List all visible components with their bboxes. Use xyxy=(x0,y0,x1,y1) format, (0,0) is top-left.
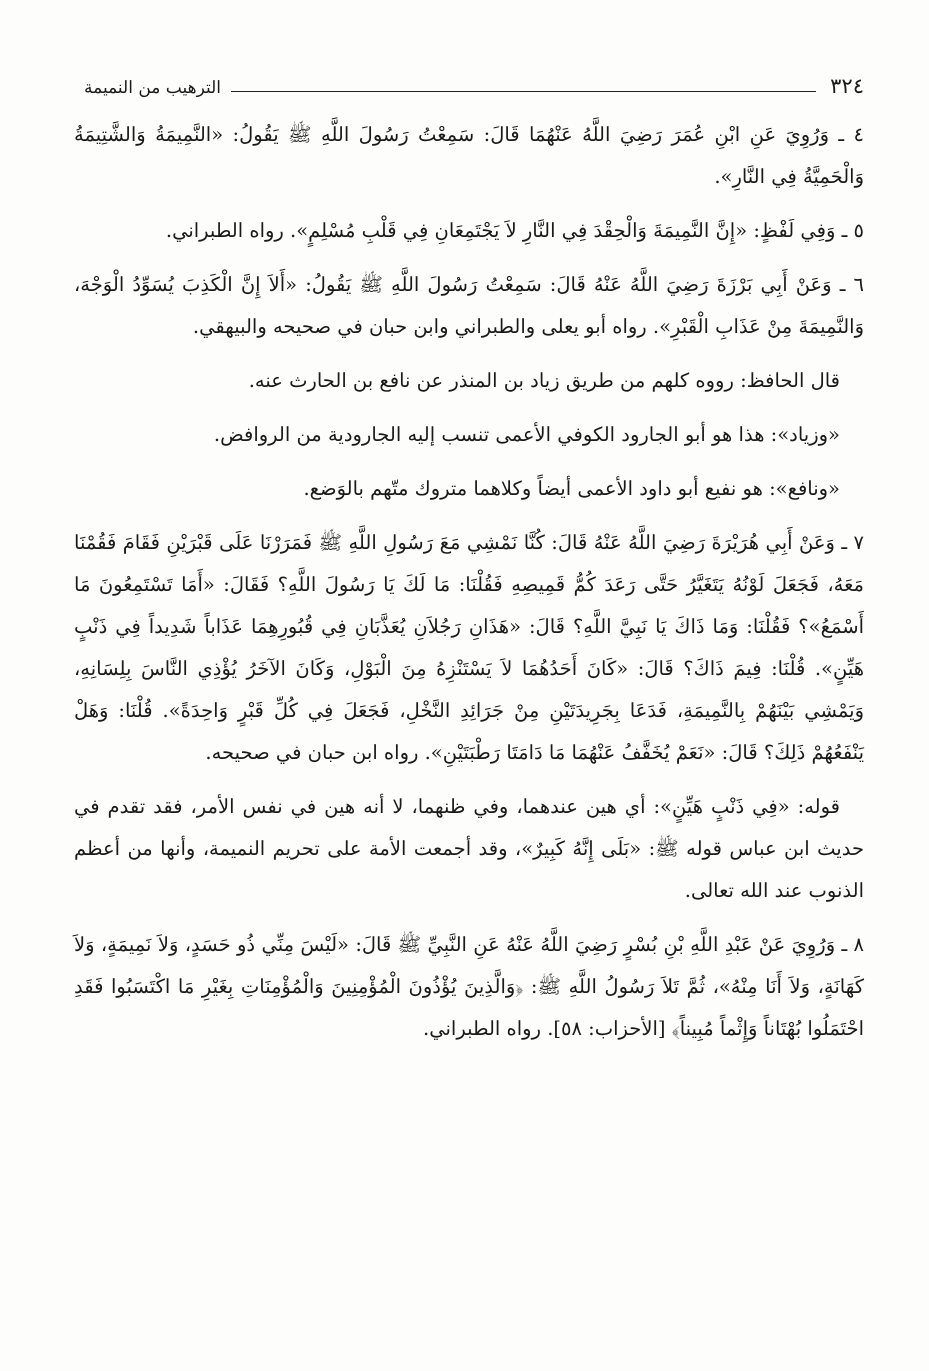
hadith-6: ٦ ـ وَعَنْ أَبِي بَرْزَةَ رَضِيَ اللَّهُ عَنْهُ قَالَ: سَمِعْتُ رَسُولَ اللَّهِ ﷺ يَقُولُ: «أَلاَ إِنَّ الْكَذِبَ يُسَوِّدُ الْوَجْهَ، وَالنَّمِيمَةَ مِنْ عَذَابِ الْقَبْرِ». رواه أبو يعلى والطبراني وابن حبان في صحيحه والبيهقي. xyxy=(74,273,864,338)
running-head xyxy=(84,72,864,98)
header-rule xyxy=(231,91,816,92)
commentary-nafi: «ونافع»: هو نفيع أبو داود الأعمى أيضاً وكلاهما متروك متّهم بالوَضع. xyxy=(303,477,840,500)
page-body xyxy=(74,114,864,1062)
hadith-7: ٧ ـ وَعَنْ أَبِي هُرَيْرَةَ رَضِيَ اللَّهُ عَنْهُ قَالَ: كُنَّا نَمْشِي مَعَ رَسُولِ اللَّهِ ﷺ فَمَرَرْنَا عَلَى قَبْرَيْنِ فَقَامَ فَقُمْنَا مَعَهُ، فَجَعَلَ لَوْنُهُ يَتَغَيَّرُ حَتَّى رَعَدَ كُمُّ قَمِيصِهِ فَقُلْنَا: مَا لَكَ يَا رَسُولَ اللَّهِ؟ فَقَالَ: «أَمَا تَسْتَمِعُونَ مَا أَسْمَعُ»؟ فَقُلْنَا: وَمَا ذَاكَ يَا نَبِيَّ اللَّهِ؟ قَالَ: «هَذَانِ رَجُلاَنِ يُعَذَّبَانِ فِي قُبُورِهِمَا عَذَاباً شَدِيداً فِي ذَنْبٍ هَيِّنٍ». قُلْنَا: فِيمَ ذَاكَ؟ قَالَ: «كَانَ أَحَدُهُمَا لاَ يَسْتَنْزِهُ مِنَ الْبَوْلِ، وَكَانَ الآخَرُ يُؤْذِي النَّاسَ بِلِسَانِهِ، وَيَمْشِي بَيْنَهُمْ بِالنَّمِيمَةِ، فَدَعَا بِجَرِيدَتَيْنِ مِنْ جَرَائِدِ النَّخْلِ، فَجَعَلَ فِي كُلِّ قَبْرٍ وَاحِدَةً». قُلْنَا: وَهَلْ يَنْفَعُهُمْ ذَلِكَ؟ قَالَ: «نَعَمْ يُخَفَّفُ عَنْهُمَا مَا دَامَتَا رَطْبَتَيْنِ». رواه ابن حبان في صحيحه. xyxy=(74,531,864,764)
commentary-ziyad: «وزياد»: هذا هو أبو الجارود الكوفي الأعمى تنسب إليه الجارودية من الروافض. xyxy=(213,423,840,446)
commentary-hafiz: قال الحافظ: رووه كلهم من طريق زياد بن المنذر عن نافع بن الحارث عنه. xyxy=(248,369,840,392)
page-number: ٣٢٤ xyxy=(830,74,864,98)
hadith-8: ٨ ـ وَرُوِيَ عَنْ عَبْدِ اللَّهِ بْنِ بُسْرٍ رَضِيَ اللَّهُ عَنْهُ عَنِ النَّبِيِّ ﷺ قَالَ: «لَيْسَ مِنِّي ذُو حَسَدٍ، وَلاَ نَمِيمَةٍ، وَلاَ كَهَانَةٍ، وَلاَ أَنَا مِنْهُ»، ثُمَّ تَلاَ رَسُولُ اللَّهِ ﷺ: ﴿وَالَّذِينَ يُؤْذُونَ الْمُؤْمِنِينَ وَالْمُؤْمِنَاتِ بِغَيْرِ مَا اكْتَسَبُوا فَقَدِ احْتَمَلُوا بُهْتَاناً وَإِثْماً مُبِيناً﴾ [الأحزاب: ٥٨]. رواه الطبراني. xyxy=(74,933,864,1040)
chapter-title: الترهيب من النميمة xyxy=(84,78,221,98)
hadith-4: ٤ ـ وَرُوِيَ عَنِ ابْنِ عُمَرَ رَضِيَ اللَّهُ عَنْهُمَا قَالَ: سَمِعْتُ رَسُولَ اللَّهِ ﷺ يَقُولُ: «النَّمِيمَةُ وَالشَّتِيمَةُ وَالْحَمِيَّةُ فِي النَّارِ». xyxy=(74,123,864,188)
hadith-5: ٥ ـ وَفِي لَفْظٍ: «إِنَّ النَّمِيمَةَ وَالْحِقْدَ فِي النَّارِ لاَ يَجْتَمِعَانِ فِي قَلْبِ مُسْلِمٍ». رواه الطبراني. xyxy=(165,219,864,242)
commentary-hayyin: قوله: «فِي ذَنْبٍ هَيِّنٍ»: أي هين عندهما، وفي ظنهما، لا أنه هين في نفس الأمر، فقد تقدم في حديث ابن عباس قوله ﷺ: «بَلَى إِنَّهُ كَبِيرٌ»، وقد أجمعت الأمة على تحريم النميمة، وأنها من أعظم الذنوب عند الله تعالى. xyxy=(74,795,864,902)
